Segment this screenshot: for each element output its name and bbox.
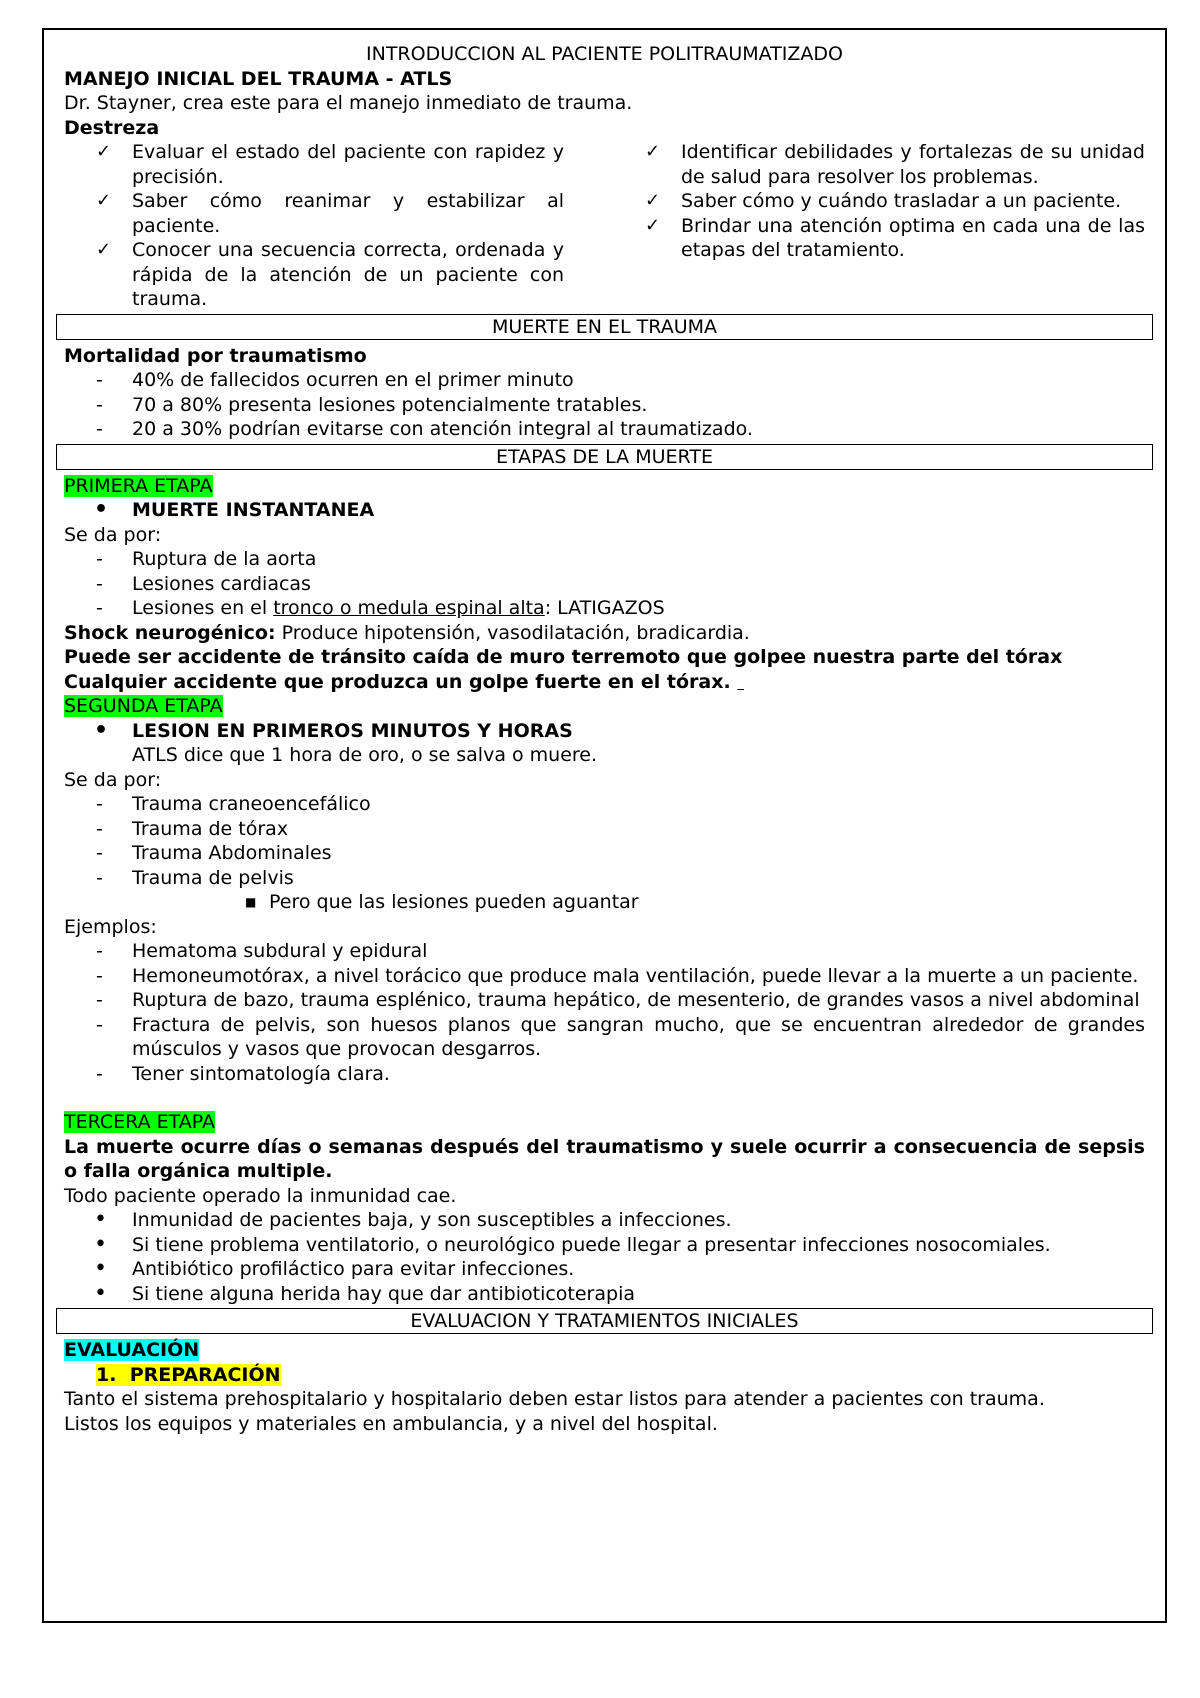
dash-bullet: - bbox=[96, 793, 103, 815]
section-header-muerte: MUERTE EN EL TRAUMA bbox=[56, 314, 1153, 340]
dash-bullet: - bbox=[96, 369, 103, 391]
tercera-bold-text: La muerte ocurre días o semanas después del traumatismo y suele ocurrir a consecuencia de sepsis o falla orgánica multiple. bbox=[64, 1135, 1145, 1182]
list-item: - Trauma Abdominales bbox=[96, 842, 332, 864]
dash-bullet: - bbox=[96, 964, 103, 987]
checkmark-icon: ✓ bbox=[96, 190, 112, 211]
evaluacion-label: EVALUACIÓN bbox=[64, 1339, 200, 1361]
tercera-etapa-label: TERCERA ETAPA bbox=[64, 1111, 215, 1133]
intro-text: Dr. Stayner, crea este para el manejo inmediato de trauma. bbox=[64, 92, 633, 114]
list-item: - 40% de fallecidos ocurren en el primer minuto bbox=[96, 369, 574, 391]
section-header-evaluacion: EVALUACION Y TRATAMIENTOS INICIALES bbox=[56, 1308, 1153, 1334]
list-item: ✓ Saber cómo reanimar y estabilizar al paciente. bbox=[96, 190, 564, 237]
dash-bullet: - bbox=[96, 842, 103, 864]
square-bullet: ■ bbox=[245, 895, 257, 909]
section-header-etapas: ETAPAS DE LA MUERTE bbox=[56, 444, 1153, 470]
list-item: • Antibiótico profiláctico para evitar infecciones. bbox=[94, 1256, 575, 1281]
list-item: - Ruptura de la aorta bbox=[96, 548, 317, 570]
preparacion-text-2: Listos los equipos y materiales en ambulancia, y a nivel del hospital. bbox=[64, 1412, 718, 1435]
bullet-dot: • bbox=[94, 1231, 107, 1257]
destreza-left-column bbox=[64, 140, 564, 312]
dash-bullet: - bbox=[96, 1062, 103, 1085]
list-item: - Lesiones en el tronco o medula espinal alta: LATIGAZOS bbox=[96, 597, 665, 619]
list-item: • Inmunidad de pacientes baja, y son susceptibles a infecciones. bbox=[94, 1207, 732, 1232]
preparacion-text-1: Tanto el sistema prehospitalario y hospitalario deben estar listos para atender a pacientes con trauma. bbox=[64, 1388, 1045, 1410]
list-item: • LESION EN PRIMEROS MINUTOS Y HORAS bbox=[94, 717, 573, 743]
list-item: - Trauma craneoencefálico bbox=[96, 793, 371, 815]
segunda-etapa-label: SEGUNDA ETAPA bbox=[64, 695, 223, 717]
list-item: - Trauma de pelvis bbox=[96, 866, 294, 889]
preparacion-heading: 1. PREPARACIÓN bbox=[96, 1363, 281, 1386]
list-item: • Si tiene problema ventilatorio, o neurológico puede llegar a presentar infecciones nosocomiales. bbox=[94, 1231, 1051, 1257]
list-item: ✓ Evaluar el estado del paciente con rapidez y precisión. bbox=[96, 141, 564, 188]
list-item: - Tener sintomatología clara. bbox=[96, 1062, 390, 1085]
ejemplos-label: Ejemplos: bbox=[64, 915, 157, 938]
dash-bullet: - bbox=[96, 1013, 103, 1036]
list-item: • MUERTE INSTANTANEA bbox=[94, 497, 375, 522]
accidente-text: Puede ser accidente de tránsito caída de muro terremoto que golpee nuestra parte del tórax bbox=[64, 646, 1063, 668]
list-item: ■ Pero que las lesiones pueden aguantar bbox=[245, 891, 639, 913]
mortalidad-heading: Mortalidad por traumatismo bbox=[64, 344, 367, 367]
dash-bullet: - bbox=[96, 866, 103, 889]
se-da-por: Se da por: bbox=[64, 768, 162, 791]
list-item: ✓ Saber cómo y cuándo trasladar a un paciente. bbox=[645, 190, 1122, 212]
list-item: - 20 a 30% podrían evitarse con atención integral al traumatizado. bbox=[96, 418, 753, 440]
list-item: - 70 a 80% presenta lesiones potencialmente tratables. bbox=[96, 393, 648, 416]
primera-etapa-label: PRIMERA ETAPA bbox=[64, 474, 213, 497]
bullet-dot: • bbox=[94, 1280, 107, 1306]
spacer bbox=[64, 1086, 1145, 1110]
dash-bullet: - bbox=[96, 597, 103, 619]
checkmark-icon: ✓ bbox=[96, 239, 112, 260]
checkmark-icon: ✓ bbox=[96, 141, 112, 162]
list-item: - Lesiones cardiacas bbox=[96, 572, 311, 595]
shock-neurogenico: Shock neurogénico: Produce hipotensión, vasodilatación, bradicardia. bbox=[64, 621, 750, 644]
list-item: ✓ Brindar una atención optima en cada una de las etapas del tratamiento. bbox=[645, 214, 1145, 261]
dash-bullet: - bbox=[96, 817, 103, 840]
todo-paciente-text: Todo paciente operado la inmunidad cae. bbox=[64, 1184, 457, 1207]
dash-bullet: - bbox=[96, 393, 103, 416]
list-item: • Si tiene alguna herida hay que dar antibioticoterapia bbox=[94, 1280, 635, 1306]
bullet-dot: • bbox=[94, 1256, 107, 1281]
list-item: - Hemoneumotórax, a nivel torácico que produce mala ventilación, puede llevar a la muerte a un paciente. bbox=[96, 964, 1139, 987]
checkmark-icon: ✓ bbox=[645, 190, 661, 211]
list-item: ✓ Conocer una secuencia correcta, ordenada y rápida de la atención de un paciente con trauma. bbox=[96, 239, 564, 310]
destreza-heading: Destreza bbox=[64, 116, 160, 139]
dash-bullet: - bbox=[96, 989, 103, 1011]
destreza-columns bbox=[64, 140, 1145, 312]
doc-title: INTRODUCCION AL PACIENTE POLITRAUMATIZADO bbox=[366, 43, 843, 65]
list-item: - Fractura de pelvis, son huesos planos que sangran mucho, que se encuentran alrededor de grandes músculos y vasos que provocan desgarros. bbox=[96, 1013, 1145, 1060]
dash-bullet: - bbox=[96, 572, 103, 595]
list-item: - Ruptura de bazo, trauma esplénico, trauma hepático, de mesenterio, de grandes vasos a nivel abdominal bbox=[96, 989, 1140, 1011]
dash-bullet: - bbox=[96, 548, 103, 570]
document-content bbox=[64, 42, 1145, 1436]
cualquier-accidente-text: Cualquier accidente que produzca un golpe fuerte en el tórax. bbox=[64, 670, 731, 693]
checkmark-icon: ✓ bbox=[645, 141, 661, 162]
list-item: - Trauma de tórax bbox=[96, 817, 289, 840]
bullet-dot: • bbox=[94, 717, 109, 743]
dash-bullet: - bbox=[96, 940, 103, 962]
doc-subtitle: MANEJO INICIAL DEL TRAUMA - ATLS bbox=[64, 67, 453, 90]
bullet-dot: • bbox=[94, 1207, 107, 1232]
atls-text: ATLS dice que 1 hora de oro, o se salva o muere. bbox=[132, 744, 598, 766]
se-da-por: Se da por: bbox=[64, 523, 162, 546]
destreza-right-column bbox=[645, 140, 1145, 312]
checkmark-icon: ✓ bbox=[645, 214, 661, 236]
list-item: ✓ Identificar debilidades y fortalezas de su unidad de salud para resolver los problemas. bbox=[645, 141, 1145, 188]
document-page bbox=[42, 28, 1167, 1623]
list-item: - Hematoma subdural y epidural bbox=[96, 940, 428, 962]
bullet-dot: • bbox=[94, 497, 109, 522]
dash-bullet: - bbox=[96, 418, 103, 440]
